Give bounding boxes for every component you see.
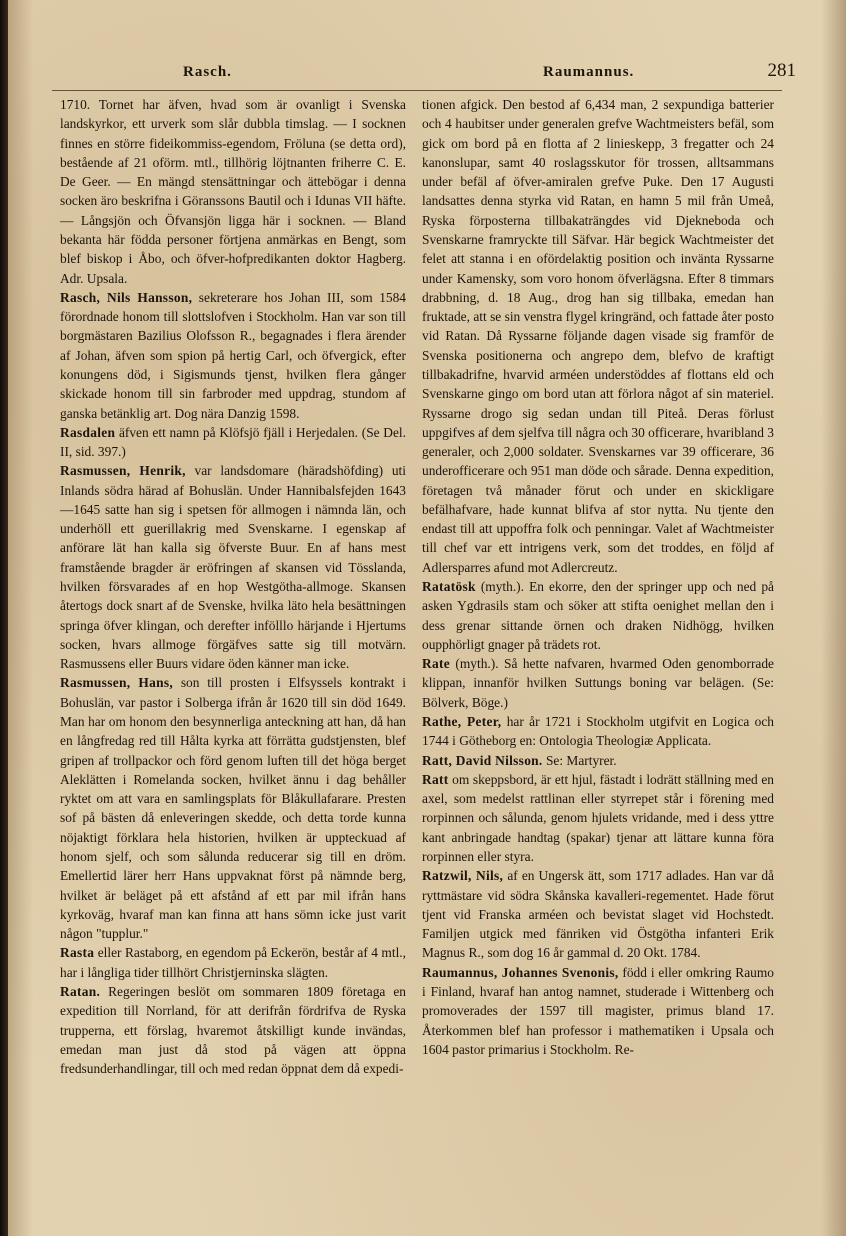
entry-headword: Rasdalen xyxy=(60,424,116,440)
entry-text: var landsdomare (häradshöfding) uti Inlands södra härad af Bohuslän. Under Hannibalsfejden 1643—1645 satte han sig i spetsen för allmogen i nämnda län, och underhöll ett guerillakrig med Svenskarne. I egenskap af anförare lät han kalla sig öfverste Buur. En af hans mest framstående bragder är eröfringen af skansen vid Tösslanda, hvilken försvarades af en hop Westgötha-allmoge. Skansen återtogs dock snart af de Svenske, hvilka läto hela besättningen springa öfver klingan, och derefter infölllo härjande i Hjertums socken, hvars allmoge förgäfves satte sig till motvärn. Rasmussens eller Buurs vidare öden känner man icke. xyxy=(60,463,406,672)
book-page xyxy=(8,0,846,1236)
entry xyxy=(422,654,774,712)
entry-text: äfven ett namn på Klöfsjö fjäll i Herjedalen. (Se Del. II, sid. 397.) xyxy=(60,424,406,460)
entry-headword: Rasch, Nils Hansson, xyxy=(60,289,193,305)
entry-text: sekreterare hos Johan III, som 1584 förordnade honom till slottslofven i Stockholm. Han var son till borgmästaren Bazilius Olofsson R., begagnades i flera ärender af Johan, äfven som spion på hertig Carl, och öfvergick, efter konungens död, i Sigismunds tjenst, hvilken flera gånger skickade honom till sin farbroder med uppdrag, stundom af ganska betänklig art. Dog nära Danzig 1598. xyxy=(60,289,406,421)
binding-edge xyxy=(0,0,8,1236)
entry-text: Se: Martyrer. xyxy=(545,752,617,768)
entry-text: tionen afgick. Den bestod af 6,434 man, 2 sexpundiga batterier och 4 haubitser under generalen grefve Wachtmeisters befäl, som gick om bord på en flotta af 2 linieskepp, 3 fregatter och 24 kanonslupar, samt 40 roslagsskutor för trossen, alltsammans under befäl af öfver-amiralen grefve Puke. Den 17 Augusti landsattes denna styrka vid Ratan, en hamn 5 mil från Umeå, Ryska förposterna tillbakaträngdes vid Djekneboda och Svenskarne framryckte till Säfvar. Här begick Wachtmeister det felet att stanna i en ofördelaktig position och invänta Ryssarne under Kamensky, som voro honom öfverlägsna. Efter 8 timmars drabbning, d. 18 Aug., drog han sig tillbaka, emedan han fruktade, att se sin venstra flygel kringränd, och fattade åter posto vid Ratan. Då Ryssarne följande dagen visade sig framför de Svenska positionerna och angrepo dem, blefvo de kraftigt tillbakadrifne, hvarvid arméen understöddes af flottans eld och Svenskarne gingo om bord utan att förlora något af sin materiel. Ryssarne drogo sig sedan undan till Piteå. Deras förlust uppgifves af dem sjelfva till några och 30 officerare, hvaribland 3 generaler, och 2,000 soldater. Svenskarnes var 39 officerare, 36 underofficerare och 951 man döde och sårade. Denna expedition, företagen två månader förut och under en skickligare befälhafvare, hade kunnat blifva af stor nytta. Nu tjente den endast till att uppoffra folk och penningar. Valet af Wachtmeister till chef var ett intrigens verk, som det troddes, en följd af Adlersparres afund mot Adlercreutz. xyxy=(422,97,774,575)
header-rule xyxy=(52,90,782,91)
left-running-head: Rasch. xyxy=(183,64,232,80)
entry-headword: Rate xyxy=(422,656,450,672)
page-number: 281 xyxy=(767,60,796,81)
running-header xyxy=(48,60,796,86)
entry xyxy=(60,95,406,288)
entry-text: eller Rastaborg, en egendom på Eckerön, består af 4 mtl., har i långliga tider tillhört Christjerninska slägten. xyxy=(60,945,406,980)
entry-text: Regeringen beslöt om sommaren 1809 företaga en expedition till Norrland, för att derifrån fördrifva de Ryska trupperna, ett förslag, hvaremot åtskilligt kunde invändas, emedan man just då stod på vägen att öppna fredsunderhandlingar, till och med redan öppnat dem då expedi- xyxy=(60,983,406,1077)
entry xyxy=(422,751,774,770)
entry xyxy=(422,577,774,654)
entry xyxy=(60,943,406,982)
entry xyxy=(422,712,774,751)
entry-text: har år 1721 i Stockholm utgifvit en Logica och 1744 i Götheborg en: Ontologia Theologiæ Applicata. xyxy=(422,714,774,749)
entry-text: af en Ungersk ätt, som 1717 adlades. Han var då ryttmästare vid södra Skånska kavalleri-regementet. Hade förut tjent vid Franska arméen och bevistat slaget vid Hochstedt. Familjen utgick med fänriken vid Östgötha infanteri Erik Magnus R., som dog 16 år gammal d. 20 Okt. 1784. xyxy=(422,868,774,961)
entry-headword: Rasta xyxy=(60,945,95,961)
entry-text: (myth.). En ekorre, den der springer upp och ned på asken Ygdrasils stam och söker att stifta oenighet mellan den i dess grenar sittande örnen och draken Nidhögg, hvilken oupphörligt gnager på trädets rot. xyxy=(422,579,774,652)
entry-headword: Raumannus, Johannes Svenonis, xyxy=(422,964,619,980)
entry xyxy=(60,288,406,423)
entry-headword: Ratan. xyxy=(60,983,101,999)
entry-text: om skeppsbord, är ett hjul, fästadt i lodrätt ställning med en axel, som medelst rattlinan eller styrrepet står i förening med rorpinnen och sålunda, genom hjulets vridande, med i dess yttre kant anbringade handtag (spakar) tjenar att lättare kunna föra rorpinnen eller styra. xyxy=(422,771,774,864)
entry-text: son till prosten i Elfsyssels kontrakt i Bohuslän, var pastor i Solberga ifrån år 1620 till sin död 1649. Man har om honom den besynnerliga anteckning att han, då han en långfredag red till Hålta kyrka att förrätta gudstjensten, blef gripen af trollpackor och förd genom luften till det höga berget Aleklätten i Romelanda socken, hvilket ännu i dag behåller ryktet om att vara en samlingsplats för Blåkullafarare. Presten sof på bästen då enleveringen skedde, och detta torde kunna nöjaktigt förklara hela historien, hvilken är uppteckuad af honom sjelf, och som sålunda reducerar sig till en dröm. Emellertid lärer herr Hans uppvaknat först på nämnde berg, hvilket är beläget på ett afstånd af ett par mil ifrån hans kyrkoväg, hvaraf man kan finna att hans sömn icke just varit någon "tupplur." xyxy=(60,675,406,942)
entry xyxy=(422,770,774,866)
right-running-head: Raumannus. xyxy=(543,64,635,80)
entry xyxy=(60,461,406,673)
entry-headword: Rasmussen, Hans, xyxy=(60,675,174,691)
entry-headword: Ratt, David Nilsson. xyxy=(422,752,543,768)
entry-headword: Rathe, Peter, xyxy=(422,714,502,729)
right-column xyxy=(422,95,774,1059)
entry-headword: Ratt xyxy=(422,771,449,787)
entry-text: född i eller omkring Raumo i Finland, hvaraf han antog namnet, studerade i Wittenberg och promoverades der 1597 till magister, primus bland 17. Återkommen blef han professor i mathematiken i Upsala och 1604 pastor primarius i Stockholm. Re- xyxy=(422,964,774,1057)
entry-text: (myth.). Så hette nafvaren, hvarmed Oden genomborrade klippan, innanför hvilken Suttungs boning var belägen. (Se: Bölverk, Böge.) xyxy=(422,656,774,710)
entry xyxy=(60,982,406,1078)
entry xyxy=(422,95,774,577)
entry xyxy=(422,866,774,962)
entry-headword: Ratatösk xyxy=(422,579,476,595)
entry xyxy=(60,673,406,943)
entry-headword: Rasmussen, Henrik, xyxy=(60,463,186,479)
entry xyxy=(60,423,406,462)
entry xyxy=(422,963,774,1059)
entry-text: 1710. Tornet har äfven, hvad som är ovanligt i Svenska landskyrkor, ett urverk som slår dubbla timslag. — I socknen finnes en större fideikommiss-egendom, Fröluna (se detta ord), bestående af 21 oförm. mtl., tillhörig löjtnanten friherre C. E. De Geer. — En mängd stensättningar och ättebögar i denna socken äro beskrifna i Göranssons Bautil och i Idunas VII häfte. — Långsjön och Öfvansjön ligga här i socknen. — Bland bekanta här födda personer förtjena anmärkas en Bengt, som blef biskop i Åbo, och öfver-hofpredikanten doktor Hagberg. Adr. Upsala. xyxy=(60,97,406,286)
left-column xyxy=(60,95,406,1078)
entry-headword: Ratzwil, Nils, xyxy=(422,868,504,884)
